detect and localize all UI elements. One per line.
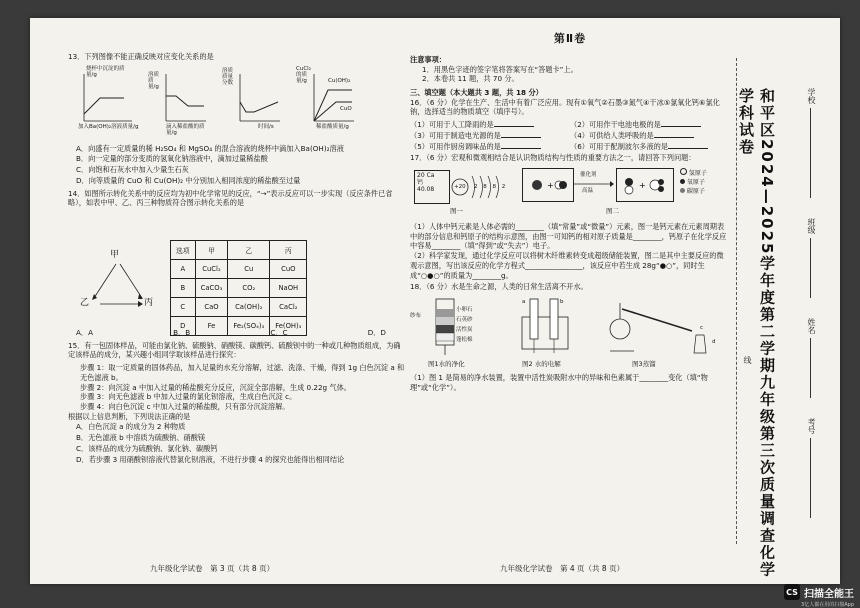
part-two-title: 第Ⅱ卷: [553, 32, 587, 45]
left-page-lower: [68, 328, 406, 465]
fig1-label: 图一: [450, 207, 463, 216]
scanner-watermark: [784, 584, 854, 608]
table-cell: CO₂: [228, 279, 270, 298]
table-header-row: [171, 241, 307, 260]
q13-graphs: [74, 66, 406, 136]
q14-table: [170, 240, 307, 336]
q15-step-1: 步骤 1：取一定质量的固体药品，加入足量的水充分溶解，过滤、洗涤、干燥，得到 1g 白色沉淀 a 和无色滤液 b。: [80, 363, 405, 382]
label-d: d: [712, 339, 716, 346]
reactants-box: [522, 168, 574, 202]
q16-item: （3）可用于制造电光源的是: [410, 131, 570, 141]
table-cell: CaO: [195, 298, 228, 317]
table-cell: Fe₂(SO₄)₃: [228, 317, 270, 336]
table-cell: Cu: [228, 260, 270, 279]
section-heading: 三、填空题（本大题共 3 题，共 18 分）: [410, 88, 543, 97]
graph-b: [148, 66, 208, 136]
q16-item: （2）可用作干电池电极的是: [570, 120, 730, 130]
q16-stem: 16．（6 分）化学在生产、生活中有着广泛应用。现有①氧气②石墨③氮气④干冰⑤氯氧化钙⑥氯化钠，选择适当的物质填空（填序号）。: [410, 97, 720, 117]
label-pebble: 小卵石: [456, 307, 473, 314]
table-cell: C: [171, 298, 196, 317]
node-jia: 甲: [110, 250, 120, 260]
field-name-line: [810, 338, 811, 398]
q14-answers: [68, 328, 406, 338]
q17-part-2: （2）科学家发现，通过化学反应可以将树木纤维素转变成超级储能装置，图二是其中主要反应的微观示意图，写出该反应的化学方程式________________，该反应中若生成 28g“●○”，同时生成“○●○”的质量为________g。: [410, 251, 724, 280]
q15-step-3: 步骤 3：向无色滤液 b 中加入过量的氯化钡溶液，生成白色沉淀 c。: [80, 392, 297, 402]
field-name: 姓名: [807, 318, 816, 334]
q14-answer-c: C．C: [270, 328, 288, 337]
q14-stem: 14．如图所示转化关系中的反应均为初中化学常见的反应，“→”表示反应可以一步实现（反应条件已省略），如表中甲、乙、丙三种物质符合图示转化关系的是: [68, 188, 393, 208]
graph-a: [74, 65, 139, 136]
q13-option-c: C．向饱和石灰水中加入少量生石灰: [76, 165, 189, 175]
left-page: [68, 52, 406, 211]
label-a: a: [522, 299, 526, 306]
atom-legend: [680, 168, 707, 196]
label-activated-carbon: 活性炭: [456, 327, 473, 334]
q15-step-4: 步骤 4：向白色沉淀 c 中加入过量的稀盐酸，只有部分沉淀溶解。: [80, 402, 290, 412]
q18-stem: 18．（6 分）水是生命之源，人类的日常生活离不开水。: [410, 282, 588, 292]
notice-1: 1．用黑色字迹的签字笔将答案写在“答题卡”上。: [422, 64, 578, 74]
table-row: [171, 260, 307, 279]
q15-stem: 15．有一包固体样品，可能由氯化钠、硫酸钠、硝酸镁、碳酸钙、硫酸钡中的一种或几种物质组成，为确定该样品的成分，某兴趣小组同学取该样品进行探究：: [68, 340, 401, 360]
caption-fig3: 图3蒸馏: [632, 360, 656, 369]
temperature-label: 高温: [582, 188, 594, 195]
table-header-cell: 甲: [195, 241, 228, 260]
q18-figures: [410, 295, 730, 373]
table-cell: CaCO₃: [195, 279, 228, 298]
q17-figures: [410, 166, 730, 222]
table-cell: D: [171, 317, 196, 336]
graph-b-ylabel: 溶质质量/g: [148, 71, 160, 91]
label-c: c: [700, 325, 704, 332]
table-cell: CaCl₂: [270, 298, 307, 317]
q15-option-b: B．无色滤液 b 中溶质为硫酸钠、硝酸镁: [76, 433, 206, 443]
q16-item: （6）可用于配制波尔多液的是: [570, 142, 730, 152]
node-yi: 乙: [80, 298, 90, 308]
label-cotton: 蓬松棉: [456, 337, 473, 344]
q13-option-a: A．向盛有一定质量的稀 H₂SO₄ 和 MgSO₄ 的混合溶液的烧杯中滴加入Ba(OH)₂溶液: [76, 143, 344, 153]
q15-option-a: A．白色沉淀 a 的成分为 2 种物质: [76, 422, 186, 432]
q14-transform-diagram: [76, 248, 166, 318]
q17-part-1: （1）人体中钙元素是人体必需的________（填“常量”或“微量”）元素，图一是钙元素在元素周期表中的部分信息和钙原子的结构示意图，由图一可知钙的相对原子质量是________，钙原子在化学反应中容易________（填“得到”或“失去”）电子。: [410, 222, 727, 251]
graph-c-xlabel: 时间/s: [258, 123, 274, 130]
q13-option-b: B．向一定量的部分变质的氢氧化钠溶液中，滴加过量稀盐酸: [76, 154, 268, 164]
camscanner-icon: CS: [784, 584, 800, 600]
graph-c-ylabel: 溶质质量分数: [222, 67, 234, 87]
graph-a-ylabel: 烧杯中沉淀的质量/g: [86, 65, 125, 79]
table-cell: Fe(OH)₃: [270, 317, 307, 336]
q16-item: （1）可用于人工降雨的是: [410, 120, 570, 130]
q14-answer-d: D．D: [367, 328, 386, 337]
left-page-footer: 九年级化学试卷 第 3 页（共 8 页）: [150, 564, 275, 573]
legend-hydrogen: 氢原子: [680, 168, 707, 178]
exam-title-vertical: 和平区2024—2025学年度第二学期九年级第三次质量调查化学学科试卷: [737, 88, 776, 579]
label-b: b: [560, 299, 564, 306]
q13-option-d: D．向等质量的 CuO 和 Cu(OH)₂ 中分别加入相同浓度的稀盐酸至过量: [76, 175, 301, 185]
fig2-label: 图二: [606, 207, 619, 216]
label-gauze: 纱布: [410, 313, 422, 320]
q14-answer-a: A．A: [76, 328, 94, 337]
q15-step-2: 步骤 2：向沉淀 a 中加入过量的稀盐酸充分反应，沉淀全部溶解，生成 0.22g 气体。: [80, 382, 351, 392]
table-cell: Fe: [195, 317, 228, 336]
graph-c: [222, 66, 282, 136]
q14-answer-b: B．B: [173, 328, 191, 337]
products-box: [616, 168, 674, 202]
catalyst-label: 催化剂: [580, 172, 597, 179]
q13-stem: 13．下列图像不能正确反映对应变化关系的是: [68, 52, 214, 61]
q16-item: （4）可供给人类呼吸的是: [570, 131, 730, 141]
legend-oxygen: 氧原子: [680, 178, 707, 187]
q15-option-d: D．若步骤 3 用硝酸钡溶液代替氯化钡溶液，不进行步骤 4 的探究也能得出相同结论: [76, 454, 345, 464]
scanner-subtitle: 3亿人都在用的扫描App: [801, 602, 854, 608]
table-row: [171, 298, 307, 317]
label-quartz-sand: 石英砂: [456, 317, 473, 324]
node-bing: 丙: [144, 298, 154, 308]
table-cell: NaOH: [270, 279, 307, 298]
table-cell: CuO: [270, 260, 307, 279]
binding-line-char: 线: [743, 356, 752, 364]
q15-option-c: C．该样品的成分为硫酸钠、氯化钠、碳酸钙: [76, 443, 218, 453]
table-cell: B: [171, 279, 196, 298]
legend-carbon: 碳原子: [680, 187, 707, 196]
scanner-name: 扫描全能王: [804, 588, 854, 600]
q17-stem: 17．（6 分）宏观和微观相结合是认识物质结构与性质的重要方法之一，请回答下列问题：: [410, 153, 696, 163]
exam-sheet: [30, 18, 840, 584]
reaction-arrow: [574, 180, 614, 188]
field-class-line: [810, 238, 811, 298]
table-row: [171, 279, 307, 298]
field-school: 学校: [807, 88, 816, 104]
svg-text:+: +: [639, 181, 646, 191]
caption-fig2: 图2 水的电解: [522, 360, 561, 369]
table-header-cell: 丙: [270, 241, 307, 260]
graph-d-series1: Cu(OH)₂: [328, 77, 351, 84]
graph-b-xlabel: 滴入稀盐酸的质量/g: [166, 123, 205, 137]
q16-item: （5）可用作厨房调味品的是: [410, 142, 570, 152]
table-header-cell: 乙: [228, 241, 270, 260]
notice-2: 2．本卷共 11 题，共 70 分。: [422, 74, 519, 84]
svg-text:+: +: [547, 181, 554, 191]
graph-d-xlabel: 稀盐酸质量/g: [316, 123, 349, 130]
q15-lead: 根据以上信息判断，下列说法正确的是: [68, 411, 191, 421]
right-page: [410, 32, 730, 393]
graph-a-xlabel: 加入Ba(OH)₂溶液质量/g: [78, 123, 139, 130]
table-cell: A: [171, 260, 196, 279]
q18-part-1: （1）图 1 是简易的净水装置，装置中活性炭吸附水中的异味和色素属于________变化（填“物理”或“化学”）。: [410, 373, 708, 392]
table-cell: Ca(OH)₂: [228, 298, 270, 317]
graph-d: [296, 66, 356, 136]
caption-fig1: 图1水的净化: [428, 360, 465, 369]
field-exam-number: 考号: [807, 418, 816, 434]
atom-nucleus: +20: [454, 184, 466, 191]
table-cell: CuCl₂: [195, 260, 228, 279]
graph-d-ylabel: CuCl₂的质量/g: [296, 65, 311, 85]
field-school-line: [810, 108, 811, 198]
right-page-footer: 九年级化学试卷 第 4 页（共 8 页）: [500, 564, 625, 573]
atom-shells: 2 8 8 2: [474, 184, 508, 191]
calcium-element-card: 20 Ca 钙 40.08: [414, 170, 450, 204]
field-class: 班级: [807, 218, 816, 234]
table-header-cell: 选项: [171, 241, 196, 260]
notice-title: 注意事项：: [410, 54, 446, 64]
graph-d-series2: CuO: [340, 105, 352, 112]
q16-items: [410, 120, 730, 151]
field-exam-number-line: [810, 438, 811, 518]
